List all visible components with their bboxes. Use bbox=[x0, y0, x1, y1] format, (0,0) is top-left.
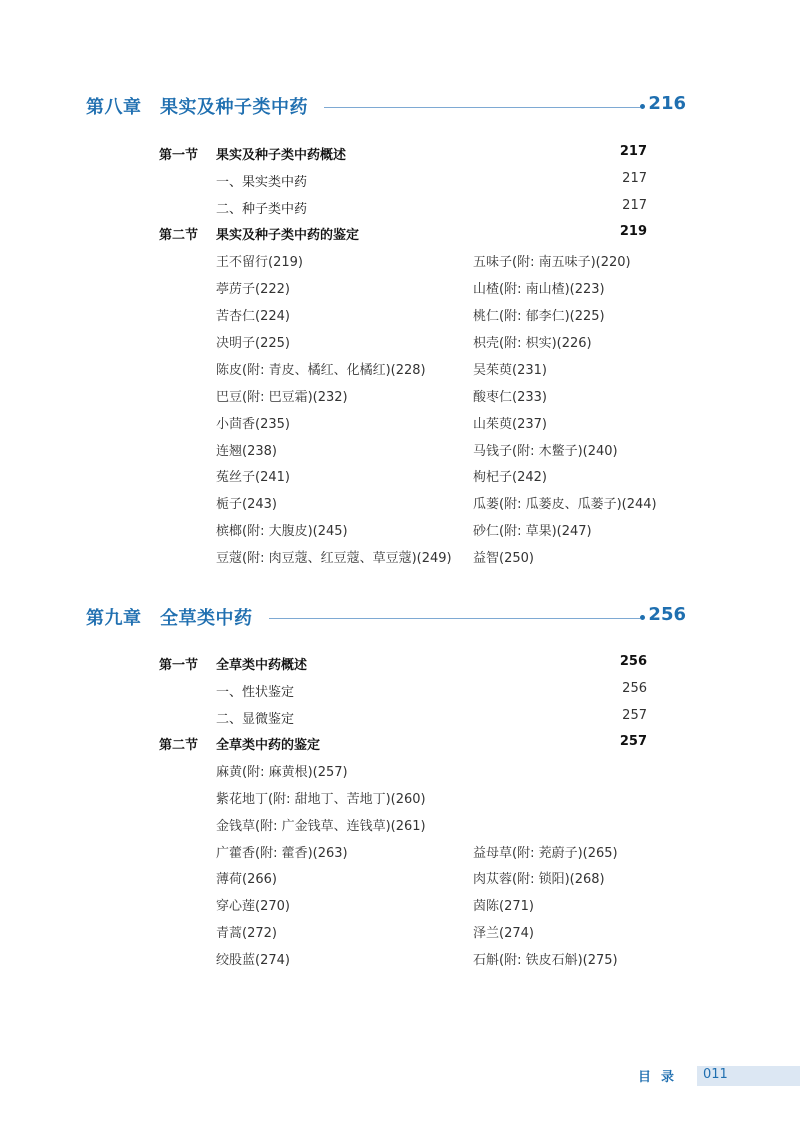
toc-item: 菟丝子(241) bbox=[216, 470, 290, 485]
section-title: 果实及种子类中药概述 bbox=[216, 148, 347, 163]
section-page: 256 bbox=[619, 654, 647, 669]
toc-item: 小茴香(235) bbox=[216, 417, 290, 432]
toc-item: 瓜蒌(附: 瓜蒌皮、瓜蒌子)(244) bbox=[473, 497, 657, 512]
toc-item: 马钱子(附: 木鳖子)(240) bbox=[473, 444, 618, 459]
toc-item: 山楂(附: 南山楂)(223) bbox=[473, 282, 605, 297]
toc-item: 广藿香(附: 藿香)(263) bbox=[216, 846, 348, 861]
toc-item: 巴豆(附: 巴豆霜)(232) bbox=[216, 390, 348, 405]
chapter-title: 第八章 果实及种子类中药 bbox=[86, 97, 308, 118]
chapter-heading bbox=[86, 93, 686, 123]
toc-item: 桃仁(附: 郁李仁)(225) bbox=[473, 309, 605, 324]
toc-item: 穿心莲(270) bbox=[216, 899, 290, 914]
subsection-page: 217 bbox=[622, 171, 647, 186]
toc-item: 槟榔(附: 大腹皮)(245) bbox=[216, 524, 348, 539]
toc-item: 绞股蓝(274) bbox=[216, 953, 290, 968]
section-page: 219 bbox=[619, 224, 647, 239]
toc-item: 连翘(238) bbox=[216, 444, 277, 459]
toc-item: 豆蔻(附: 肉豆蔻、红豆蔻、草豆蔻)(249) bbox=[216, 551, 452, 566]
chapter-title: 第九章 全草类中药 bbox=[86, 608, 253, 629]
footer-page-number: 011 bbox=[703, 1067, 728, 1082]
section-page: 217 bbox=[619, 144, 647, 159]
toc-item: 金钱草(附: 广金钱草、连钱草)(261) bbox=[216, 819, 426, 834]
section-label: 第一节 bbox=[159, 658, 199, 673]
section-label: 第一节 bbox=[159, 148, 199, 163]
toc-item: 肉苁蓉(附: 锁阳)(268) bbox=[473, 872, 605, 887]
toc-item: 麻黄(附: 麻黄根)(257) bbox=[216, 765, 348, 780]
toc-item: 葶苈子(222) bbox=[216, 282, 290, 297]
section-title: 果实及种子类中药的鉴定 bbox=[216, 228, 360, 243]
subsection-title: 一、性状鉴定 bbox=[216, 685, 295, 700]
leader-dot bbox=[640, 104, 645, 109]
subsection-title: 二、种子类中药 bbox=[216, 202, 308, 217]
toc-item: 青蒿(272) bbox=[216, 926, 277, 941]
toc-item: 益母草(附: 茺蔚子)(265) bbox=[473, 846, 618, 861]
subsection-title: 二、显微鉴定 bbox=[216, 712, 295, 727]
toc-item: 枳壳(附: 枳实)(226) bbox=[473, 336, 592, 351]
section-title: 全草类中药的鉴定 bbox=[216, 738, 321, 753]
chapter-heading bbox=[86, 604, 686, 634]
toc-item: 酸枣仁(233) bbox=[473, 390, 547, 405]
leader-line bbox=[269, 618, 640, 619]
toc-item: 泽兰(274) bbox=[473, 926, 534, 941]
toc-item: 茵陈(271) bbox=[473, 899, 534, 914]
section-label: 第二节 bbox=[159, 228, 199, 243]
toc-item: 栀子(243) bbox=[216, 497, 277, 512]
section-title: 全草类中药概述 bbox=[216, 658, 308, 673]
toc-item: 决明子(225) bbox=[216, 336, 290, 351]
toc-item: 山茱萸(237) bbox=[473, 417, 547, 432]
toc-item: 王不留行(219) bbox=[216, 255, 303, 270]
subsection-page: 256 bbox=[622, 681, 647, 696]
toc-item: 枸杞子(242) bbox=[473, 470, 547, 485]
toc-item: 紫花地丁(附: 甜地丁、苦地丁)(260) bbox=[216, 792, 426, 807]
section-page: 257 bbox=[619, 734, 647, 749]
toc-item: 吴茱萸(231) bbox=[473, 363, 547, 378]
subsection-page: 257 bbox=[622, 708, 647, 723]
toc-item: 薄荷(266) bbox=[216, 872, 277, 887]
toc-item: 益智(250) bbox=[473, 551, 534, 566]
toc-item: 石斛(附: 铁皮石斛)(275) bbox=[473, 953, 618, 968]
footer-label: 目录 bbox=[638, 1070, 685, 1085]
toc-item: 陈皮(附: 青皮、橘红、化橘红)(228) bbox=[216, 363, 426, 378]
leader-line bbox=[324, 107, 640, 108]
chapter-page: 216 bbox=[648, 93, 686, 114]
subsection-page: 217 bbox=[622, 198, 647, 213]
toc-item: 五味子(附: 南五味子)(220) bbox=[473, 255, 631, 270]
toc-item: 苦杏仁(224) bbox=[216, 309, 290, 324]
subsection-title: 一、果实类中药 bbox=[216, 175, 308, 190]
leader-dot bbox=[640, 615, 645, 620]
section-label: 第二节 bbox=[159, 738, 199, 753]
toc-item: 砂仁(附: 草果)(247) bbox=[473, 524, 592, 539]
chapter-page: 256 bbox=[648, 604, 686, 625]
